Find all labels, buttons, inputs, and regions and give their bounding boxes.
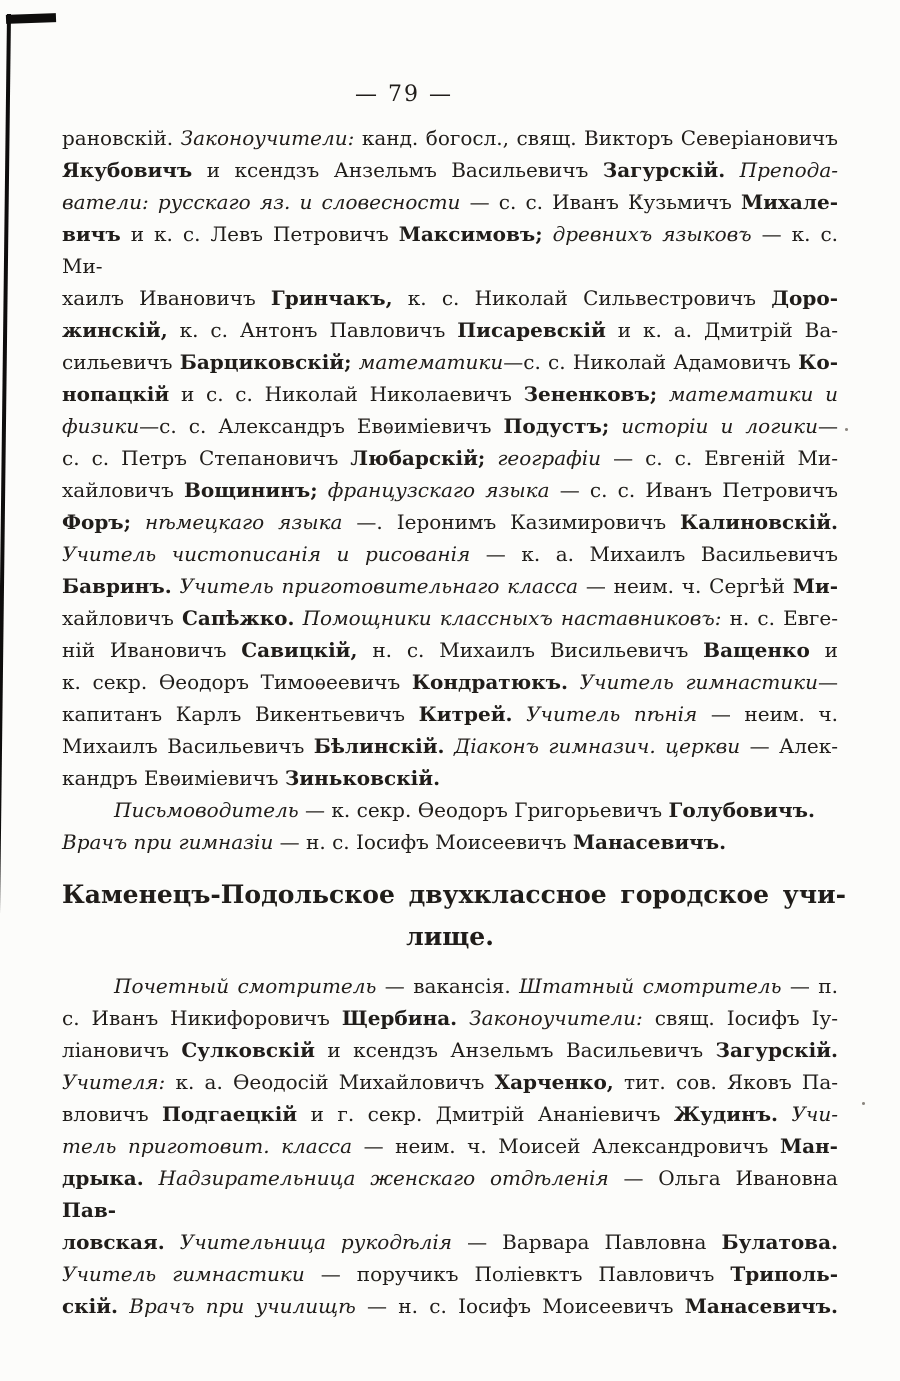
section-heading-line1: Каменецъ-Подольское двухклассное городское учи- — [62, 880, 847, 909]
text-line: хаилъ Ивановичъ Гринчакъ, к. с. Николай Сильвестровичъ Доро- — [62, 286, 838, 310]
text-line: Михаилъ Васильевичъ Бѣлинскій. Діаконъ гимназич. церкви — Алек- — [62, 734, 838, 758]
text-line: Якубовичъ и ксендзъ Анзельмъ Васильевичъ Загурскій. Препода- — [62, 158, 839, 182]
section-heading-line2: лище. — [406, 922, 494, 951]
scan-speck — [845, 428, 848, 431]
text-line: хайловичъ Вощининъ; французскаго языка — с. с. Иванъ Петровичъ — [62, 478, 838, 502]
text-line: дрыка. Надзирательница женскаго отдѣленія — Ольга Ивановна Пав- — [62, 1166, 838, 1222]
text-line: вловичъ Подгаецкій и г. секр. Дмитрій Ананіевичъ Жудинъ. Учи- — [62, 1102, 838, 1126]
text-line: рановскій. Законоучители: канд. богосл., свящ. Викторъ Северіановичъ — [62, 126, 838, 150]
text-line: Учитель чистописанія и рисованія — к. а. Михаилъ Васильевичъ — [62, 542, 838, 566]
text-line: Почетный смотритель — вакансія. Штатный смотритель — п. — [114, 974, 838, 998]
text-line: физики—с. с. Александръ Евѳиміевичъ Подустъ; исторіи и логики— — [62, 414, 839, 438]
text-line: тель приготовит. класса — неим. ч. Моисей Александровичъ Ман- — [62, 1134, 838, 1158]
text-line: капитанъ Карлъ Викентьевичъ Китрей. Учитель пѣнія — неим. ч. — [62, 702, 838, 726]
text-line: скій. Врачъ при училищѣ — н. с. Іосифъ Моисеевичъ Манасевичъ. — [62, 1294, 838, 1318]
paragraph-gymnasium-officials — [62, 794, 838, 858]
text-block — [62, 122, 847, 1322]
text-line: вичъ и к. с. Левъ Петровичъ Максимовъ; древнихъ языковъ — к. с. Ми- — [62, 222, 838, 278]
text-line: с. с. Петръ Степановичъ Любарскій; географіи — с. с. Евгеній Ми- — [62, 446, 839, 470]
book-gutter-tick — [6, 13, 56, 24]
text-line: хайловичъ Сапѣжко. Помощники классныхъ наставниковъ: н. с. Евге- — [62, 606, 839, 630]
text-line: к. секр. Ѳеодоръ Тимоѳеевичъ Кондратюкъ. Учитель гимнастики— — [62, 670, 838, 694]
text-line: Учителя: к. а. Ѳеодосій Михайловичъ Харченко, тит. сов. Яковъ Па- — [62, 1070, 839, 1094]
text-line: жинскій, к. с. Антонъ Павловичъ Писаревскій и к. а. Дмитрій Ва- — [62, 318, 839, 342]
scan-speck — [862, 1102, 865, 1105]
text-line: Учитель гимнастики — поручикъ Поліевктъ Павловичъ Триполь- — [62, 1262, 838, 1286]
text-line: с. Иванъ Никифоровичъ Щербина. Законоучители: свящ. Іосифъ Іу- — [62, 1006, 838, 1030]
text-line: Врачъ при гимназіи — н. с. Іосифъ Моисеевичъ Манасевичъ. — [62, 830, 727, 854]
text-line: Бавринъ. Учитель приготовительнаго класса — неим. ч. Сергѣй Ми- — [62, 574, 838, 598]
text-line: нопацкій и с. с. Николай Николаевичъ Зененковъ; математики и — [62, 382, 838, 406]
text-line: ватели: русскаго яз. и словесности — с. с. Иванъ Кузьмичъ Михале- — [62, 190, 838, 214]
text-line: сильевичъ Барциковскій; математики—с. с. Николай Адамовичъ Ко- — [62, 350, 838, 374]
text-line: ловская. Учительница рукодѣлія — Варвара Павловна Булатова. — [62, 1230, 839, 1254]
page-number: — 79 — — [355, 82, 453, 107]
text-line: ліановичъ Сулковскій и ксендзъ Анзельмъ Васильевичъ Загурскій. — [62, 1038, 838, 1062]
text-line: Письмоводитель — к. секр. Ѳеодоръ Григорьевичъ Голубовичъ. — [114, 798, 815, 822]
book-gutter-line — [0, 14, 11, 1249]
paragraph-gymnasium-staff — [62, 122, 838, 794]
text-line: кандръ Евѳиміевичъ Зиньковскій. — [62, 766, 441, 790]
paragraph-school-staff — [62, 970, 838, 1322]
section-heading — [62, 874, 847, 958]
text-line: ній Ивановичъ Савицкій, н. с. Михаилъ Висильевичъ Ващенко и — [62, 638, 838, 662]
text-line: Форъ; нѣмецкаго языка —. Іеронимъ Казимировичъ Калиновскій. — [62, 510, 839, 534]
